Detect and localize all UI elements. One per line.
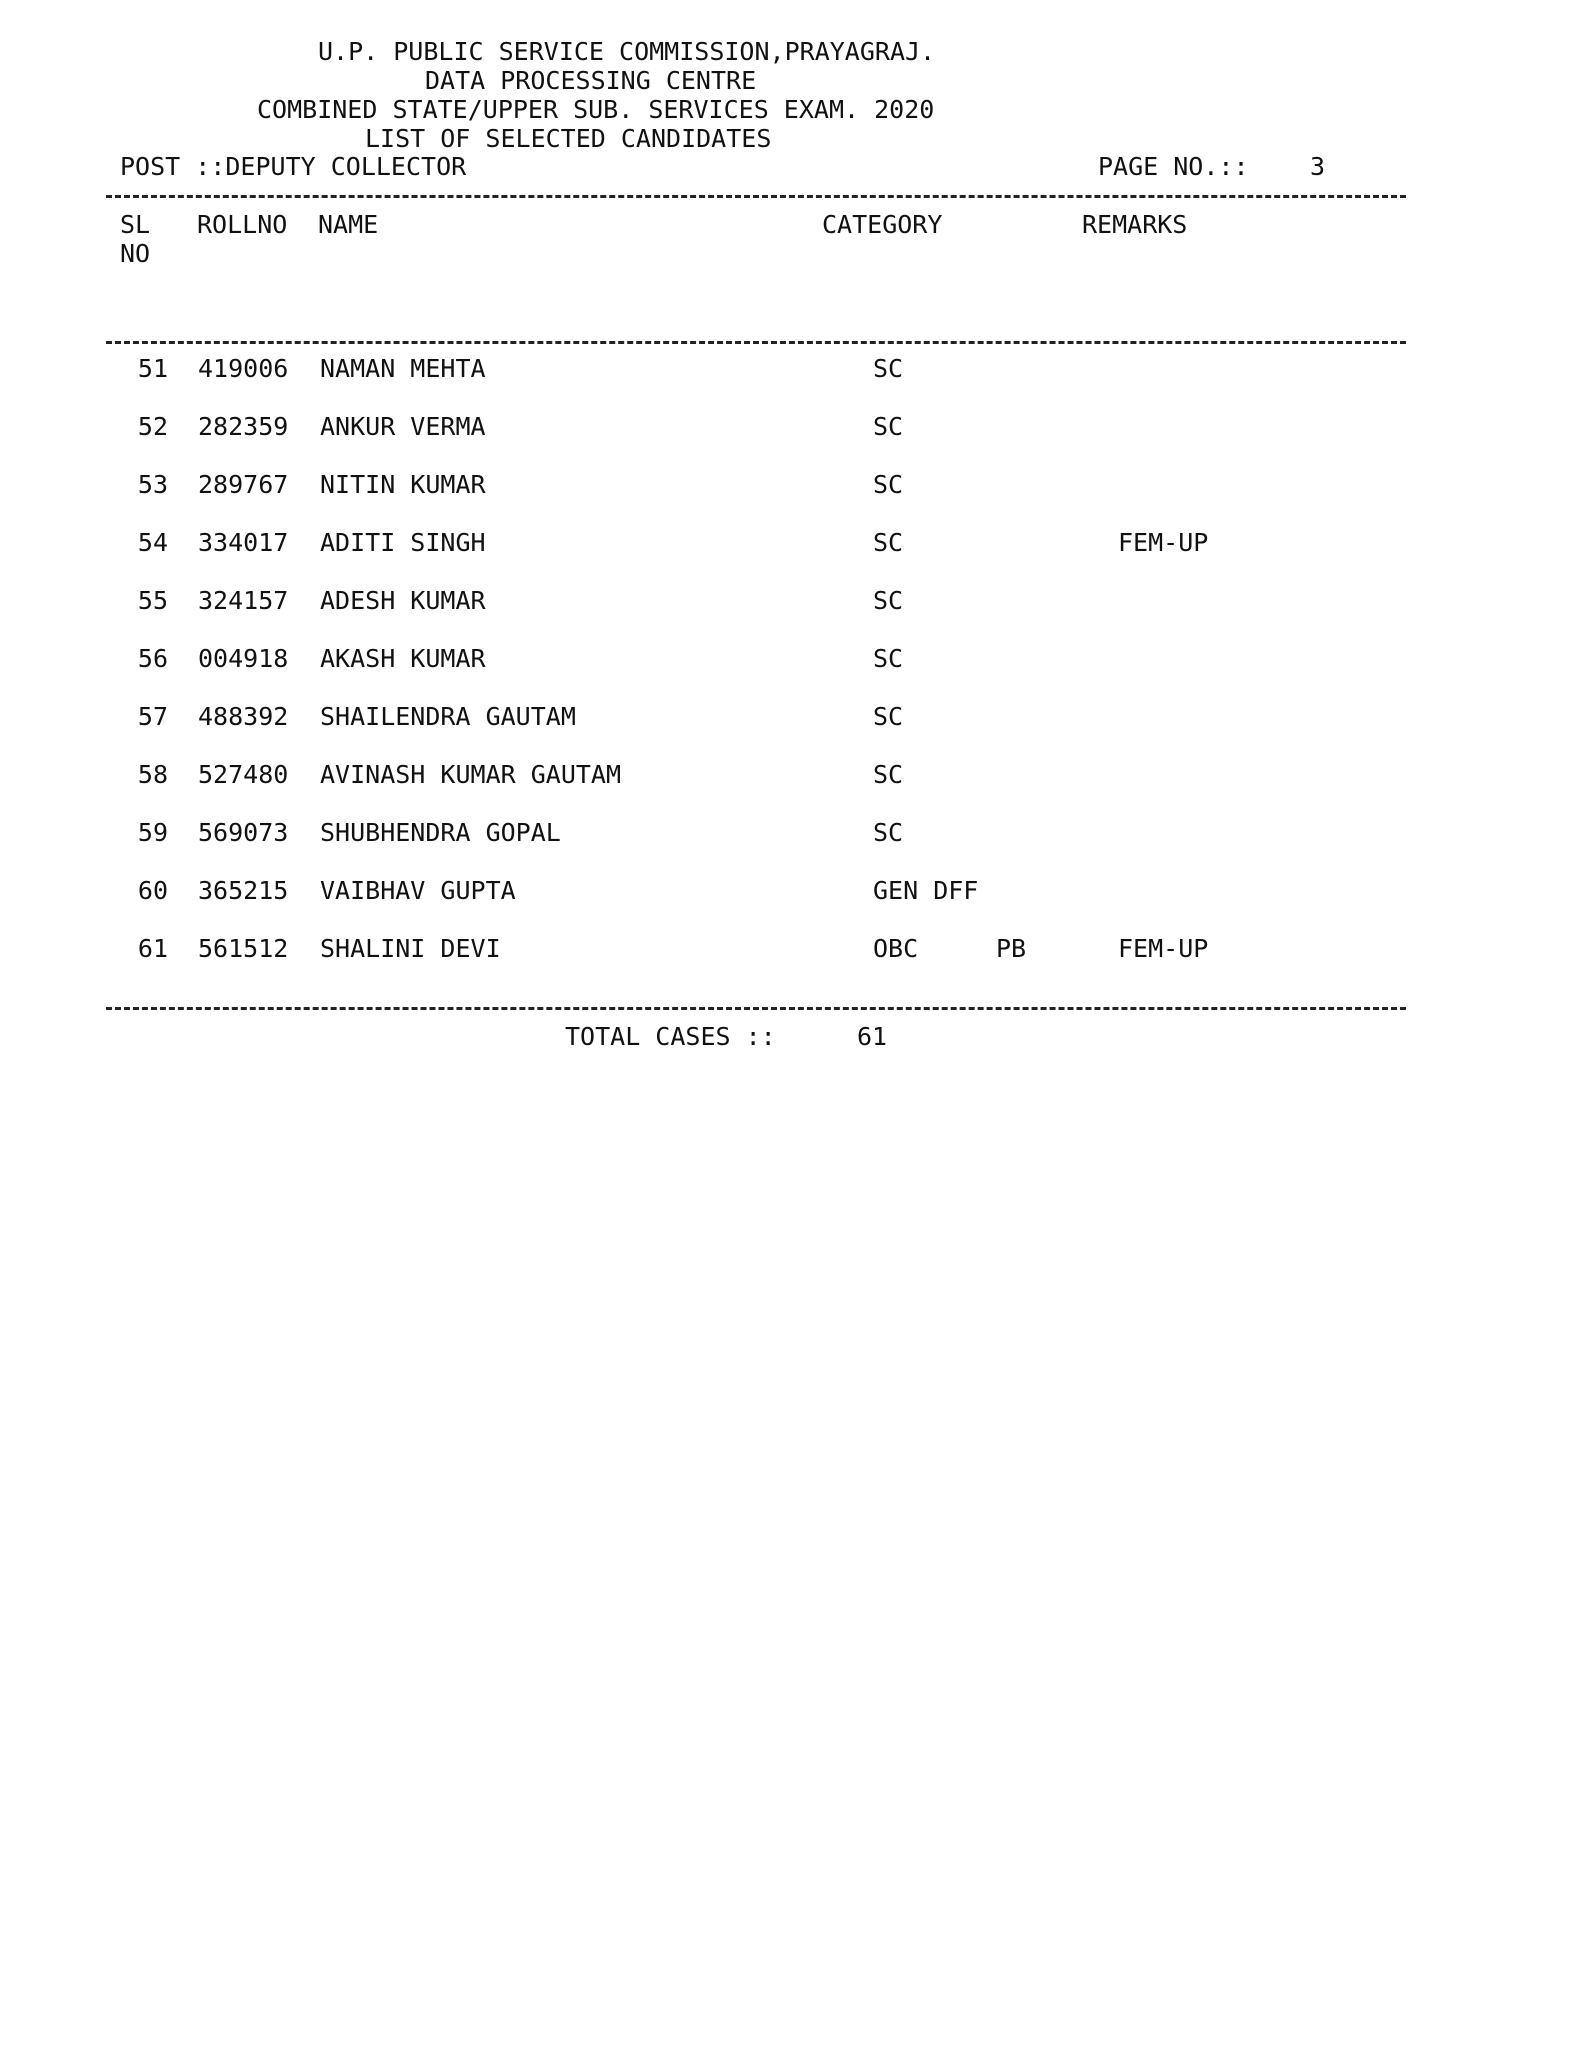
cell-sl: 55: [137, 586, 168, 615]
cell-rollno: 419006: [198, 354, 289, 383]
cell-sl: 61: [137, 934, 168, 963]
cell-sl: 56: [137, 644, 168, 673]
cell-rollno: 561512: [198, 934, 289, 963]
cell-subcategory: PB: [996, 934, 1027, 963]
cell-name: NAMAN MEHTA: [320, 354, 486, 383]
cell-rollno: 324157: [198, 586, 289, 615]
column-header-category: CATEGORY: [822, 210, 943, 239]
cell-name: SHUBHENDRA GOPAL: [320, 818, 561, 847]
column-header-rollno: ROLLNO: [197, 210, 288, 239]
cell-remarks: FEM-UP: [1118, 528, 1209, 557]
cell-name: ADITI SINGH: [320, 528, 486, 557]
cell-sl: 52: [137, 412, 168, 441]
divider-bottom: [106, 1007, 1406, 1010]
table-row: [0, 354, 1582, 384]
cell-sl: 53: [137, 470, 168, 499]
cell-category: SC: [873, 702, 904, 731]
cell-remarks: FEM-UP: [1118, 934, 1209, 963]
cell-sl: 59: [137, 818, 168, 847]
cell-rollno: 527480: [198, 760, 289, 789]
cell-name: AVINASH KUMAR GAUTAM: [320, 760, 622, 789]
table-row: [0, 470, 1582, 500]
cell-name: SHAILENDRA GAUTAM: [320, 702, 576, 731]
cell-name: NITIN KUMAR: [320, 470, 486, 499]
cell-sl: 57: [137, 702, 168, 731]
cell-category: SC: [873, 644, 904, 673]
cell-rollno: 365215: [198, 876, 289, 905]
cell-category: SC: [873, 528, 904, 557]
divider-header: [106, 341, 1406, 344]
cell-sl: 60: [137, 876, 168, 905]
cell-name: SHALINI DEVI: [320, 934, 501, 963]
cell-name: VAIBHAV GUPTA: [320, 876, 516, 905]
table-row: [0, 876, 1582, 906]
total-cases-label: TOTAL CASES ::: [565, 1022, 776, 1051]
cell-rollno: 334017: [198, 528, 289, 557]
cell-category: SC: [873, 818, 904, 847]
cell-name: ANKUR VERMA: [320, 412, 486, 441]
page-number: 3: [1310, 152, 1326, 181]
cell-rollno: 282359: [198, 412, 289, 441]
header-centre: DATA PROCESSING CENTRE: [425, 66, 757, 95]
total-cases-value: 61: [857, 1022, 888, 1051]
table-row: [0, 528, 1582, 558]
cell-rollno: 488392: [198, 702, 289, 731]
table-row: [0, 644, 1582, 674]
cell-rollno: 569073: [198, 818, 289, 847]
cell-category: OBC: [873, 934, 919, 963]
cell-rollno: 004918: [198, 644, 289, 673]
cell-name: ADESH KUMAR: [320, 586, 486, 615]
table-row: [0, 934, 1582, 964]
column-header-remarks: REMARKS: [1082, 210, 1188, 239]
post-label: POST ::DEPUTY COLLECTOR: [120, 152, 467, 181]
cell-sl: 51: [137, 354, 168, 383]
page-number-label: PAGE NO.::: [1098, 152, 1249, 181]
column-header-no: NO: [120, 239, 151, 268]
header-exam: COMBINED STATE/UPPER SUB. SERVICES EXAM. 2020: [257, 95, 935, 124]
cell-category: SC: [873, 412, 904, 441]
column-header-sl: SL: [120, 210, 151, 239]
cell-category: SC: [873, 354, 904, 383]
cell-rollno: 289767: [198, 470, 289, 499]
table-row: [0, 702, 1582, 732]
header-list-title: LIST OF SELECTED CANDIDATES: [365, 124, 772, 153]
divider-top: [106, 195, 1406, 198]
column-header-name: NAME: [318, 210, 379, 239]
cell-category: GEN DFF: [873, 876, 979, 905]
cell-category: SC: [873, 760, 904, 789]
cell-sl: 54: [137, 528, 168, 557]
cell-category: SC: [873, 586, 904, 615]
cell-sl: 58: [137, 760, 168, 789]
cell-category: SC: [873, 470, 904, 499]
header-commission: U.P. PUBLIC SERVICE COMMISSION,PRAYAGRAJ.: [318, 37, 936, 66]
table-row: [0, 818, 1582, 848]
table-row: [0, 586, 1582, 616]
cell-name: AKASH KUMAR: [320, 644, 486, 673]
table-row: [0, 760, 1582, 790]
table-row: [0, 412, 1582, 442]
